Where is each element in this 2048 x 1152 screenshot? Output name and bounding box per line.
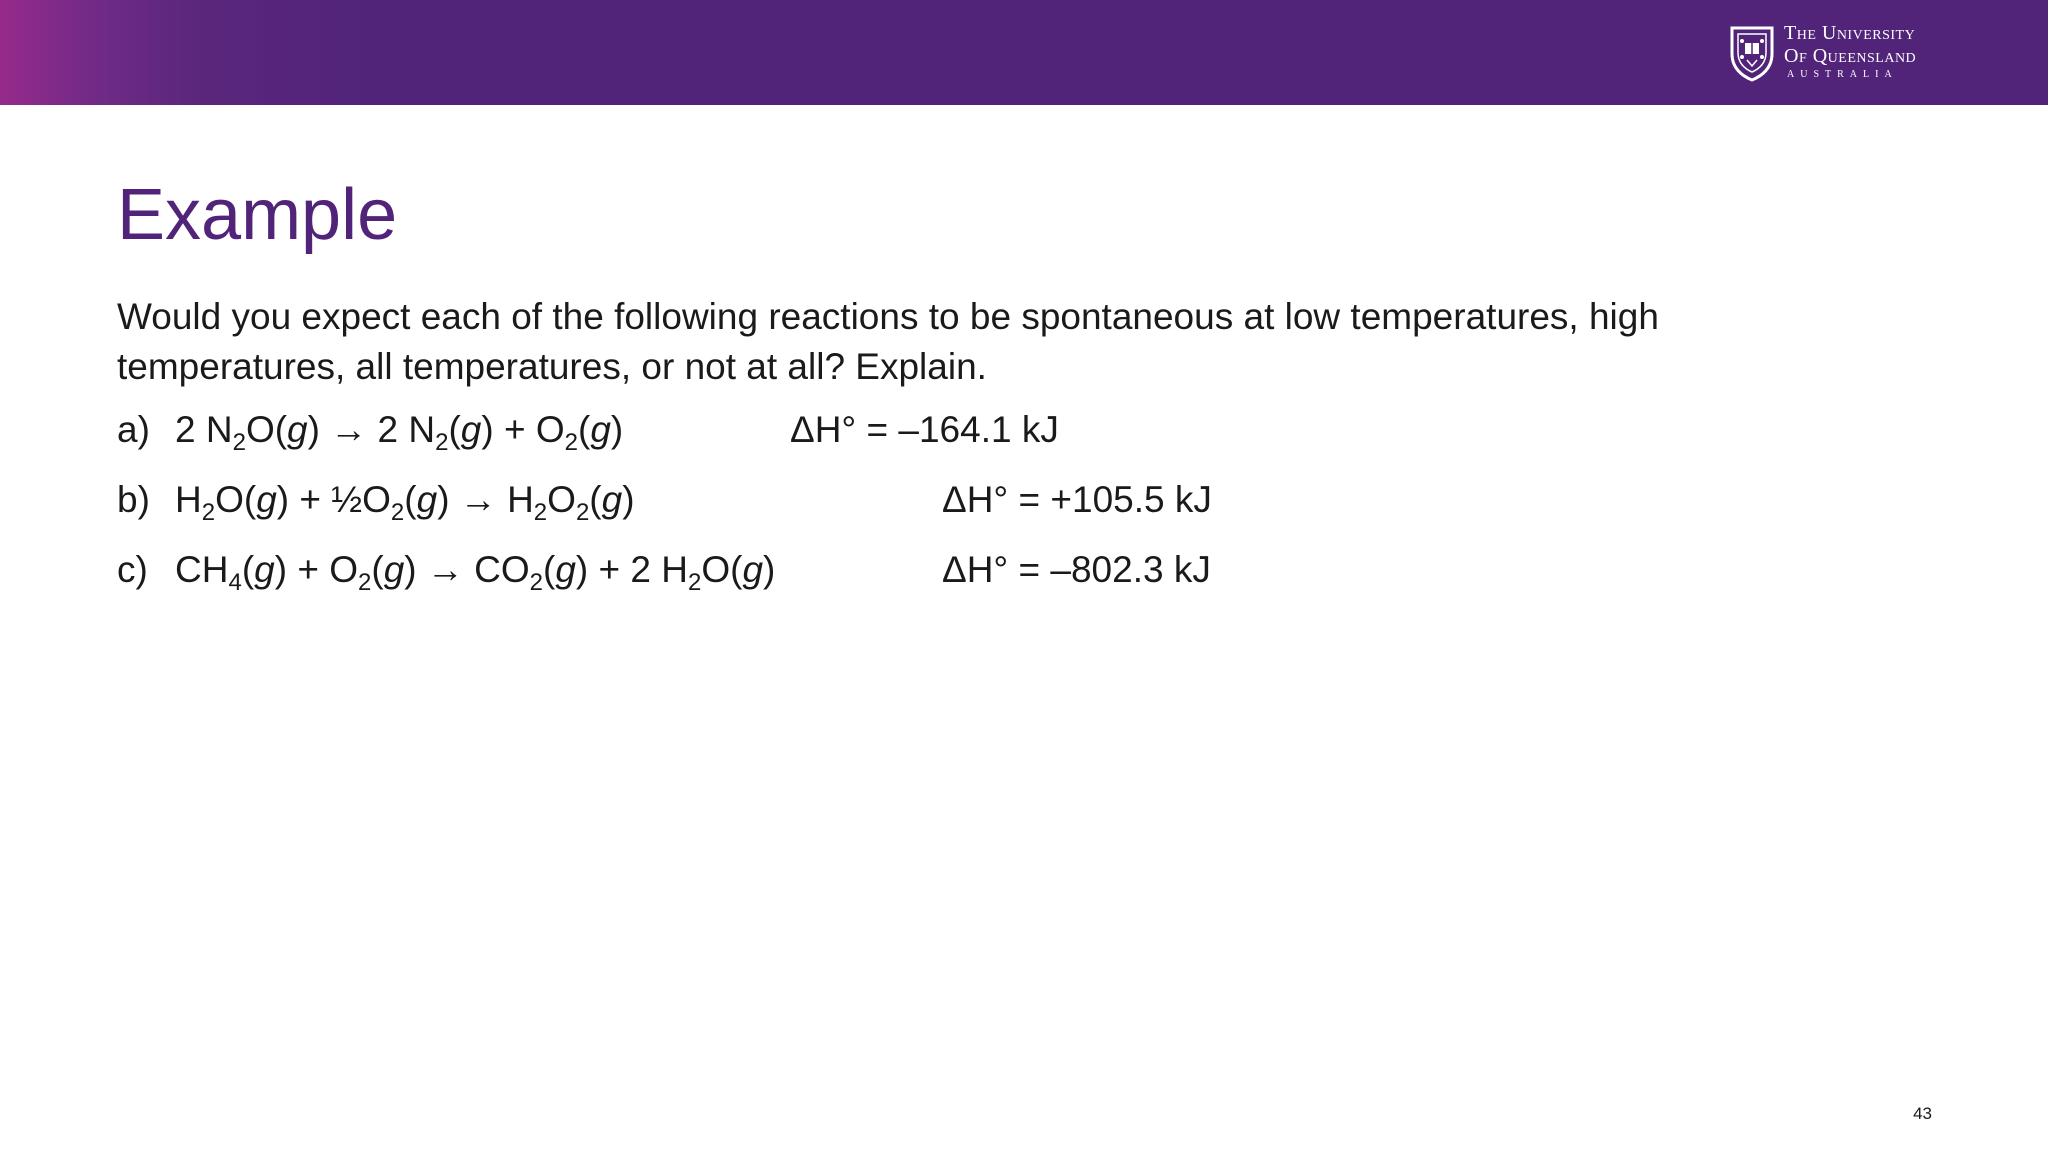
subscript: 2 bbox=[529, 569, 544, 596]
state-symbol: g bbox=[287, 409, 308, 450]
subscript: 2 bbox=[564, 429, 578, 456]
subscript: 2 bbox=[688, 569, 702, 596]
subscript: 2 bbox=[232, 429, 246, 456]
reaction-equation: $CH_4(g) + O_2(g) \to CO_2(g) + 2$ $H_2O(g)$ bbox=[175, 549, 776, 596]
state-symbol: g bbox=[742, 549, 764, 590]
subscript: 2 bbox=[390, 499, 405, 526]
state-symbol: g bbox=[590, 409, 611, 450]
logo-line-1: The University bbox=[1784, 22, 1916, 44]
state-symbol: g bbox=[601, 479, 623, 520]
header-bar bbox=[0, 0, 2048, 105]
question-text: Would you expect each of the following reactions to be spontaneous at low temperatures, high temperatures, all temperatures, or not at all? Explain. bbox=[117, 296, 1659, 387]
reaction-enthalpy: ΔH° = +105.5 kJ bbox=[942, 479, 1212, 520]
reaction-equation: $H_2O(g)$ + $\frac{1}{2}O_2(g) \to H_2O_2(g)$ bbox=[175, 479, 635, 526]
logo-line-2: Of Queensland bbox=[1784, 45, 1917, 67]
reaction-enthalpy: ΔH° = –164.1 kJ bbox=[790, 409, 1059, 450]
state-symbol: g bbox=[460, 409, 482, 450]
state-symbol: g bbox=[416, 479, 438, 520]
university-logo bbox=[1728, 22, 1958, 84]
state-symbol: g bbox=[555, 549, 576, 590]
slide-title: Example bbox=[117, 175, 398, 255]
subscript: 2 bbox=[533, 499, 548, 526]
state-symbol: g bbox=[256, 479, 277, 520]
reaction-label: c) bbox=[117, 549, 148, 590]
reaction-label: b) bbox=[117, 479, 150, 520]
page-number: 43 bbox=[1913, 1104, 1932, 1123]
reaction-label: a) bbox=[117, 409, 150, 450]
logo-wordmark bbox=[1784, 22, 1916, 82]
subscript: 2 bbox=[358, 569, 372, 596]
subscript: 2 bbox=[435, 429, 449, 456]
uq-crest-icon bbox=[1728, 24, 1776, 82]
reaction-enthalpy: ΔH° = –802.3 kJ bbox=[942, 549, 1211, 590]
state-symbol: g bbox=[254, 549, 275, 590]
logo-line-3: AUSTRALIA bbox=[1787, 69, 1898, 80]
reaction-equation: 2 $N_2O(g) \to 2$ $N_2(g) + O_2(g)$ bbox=[175, 409, 624, 456]
state-symbol: g bbox=[383, 549, 405, 590]
subscript: 4 bbox=[228, 569, 242, 596]
subscript: 2 bbox=[201, 499, 216, 526]
subscript: 2 bbox=[575, 499, 590, 526]
